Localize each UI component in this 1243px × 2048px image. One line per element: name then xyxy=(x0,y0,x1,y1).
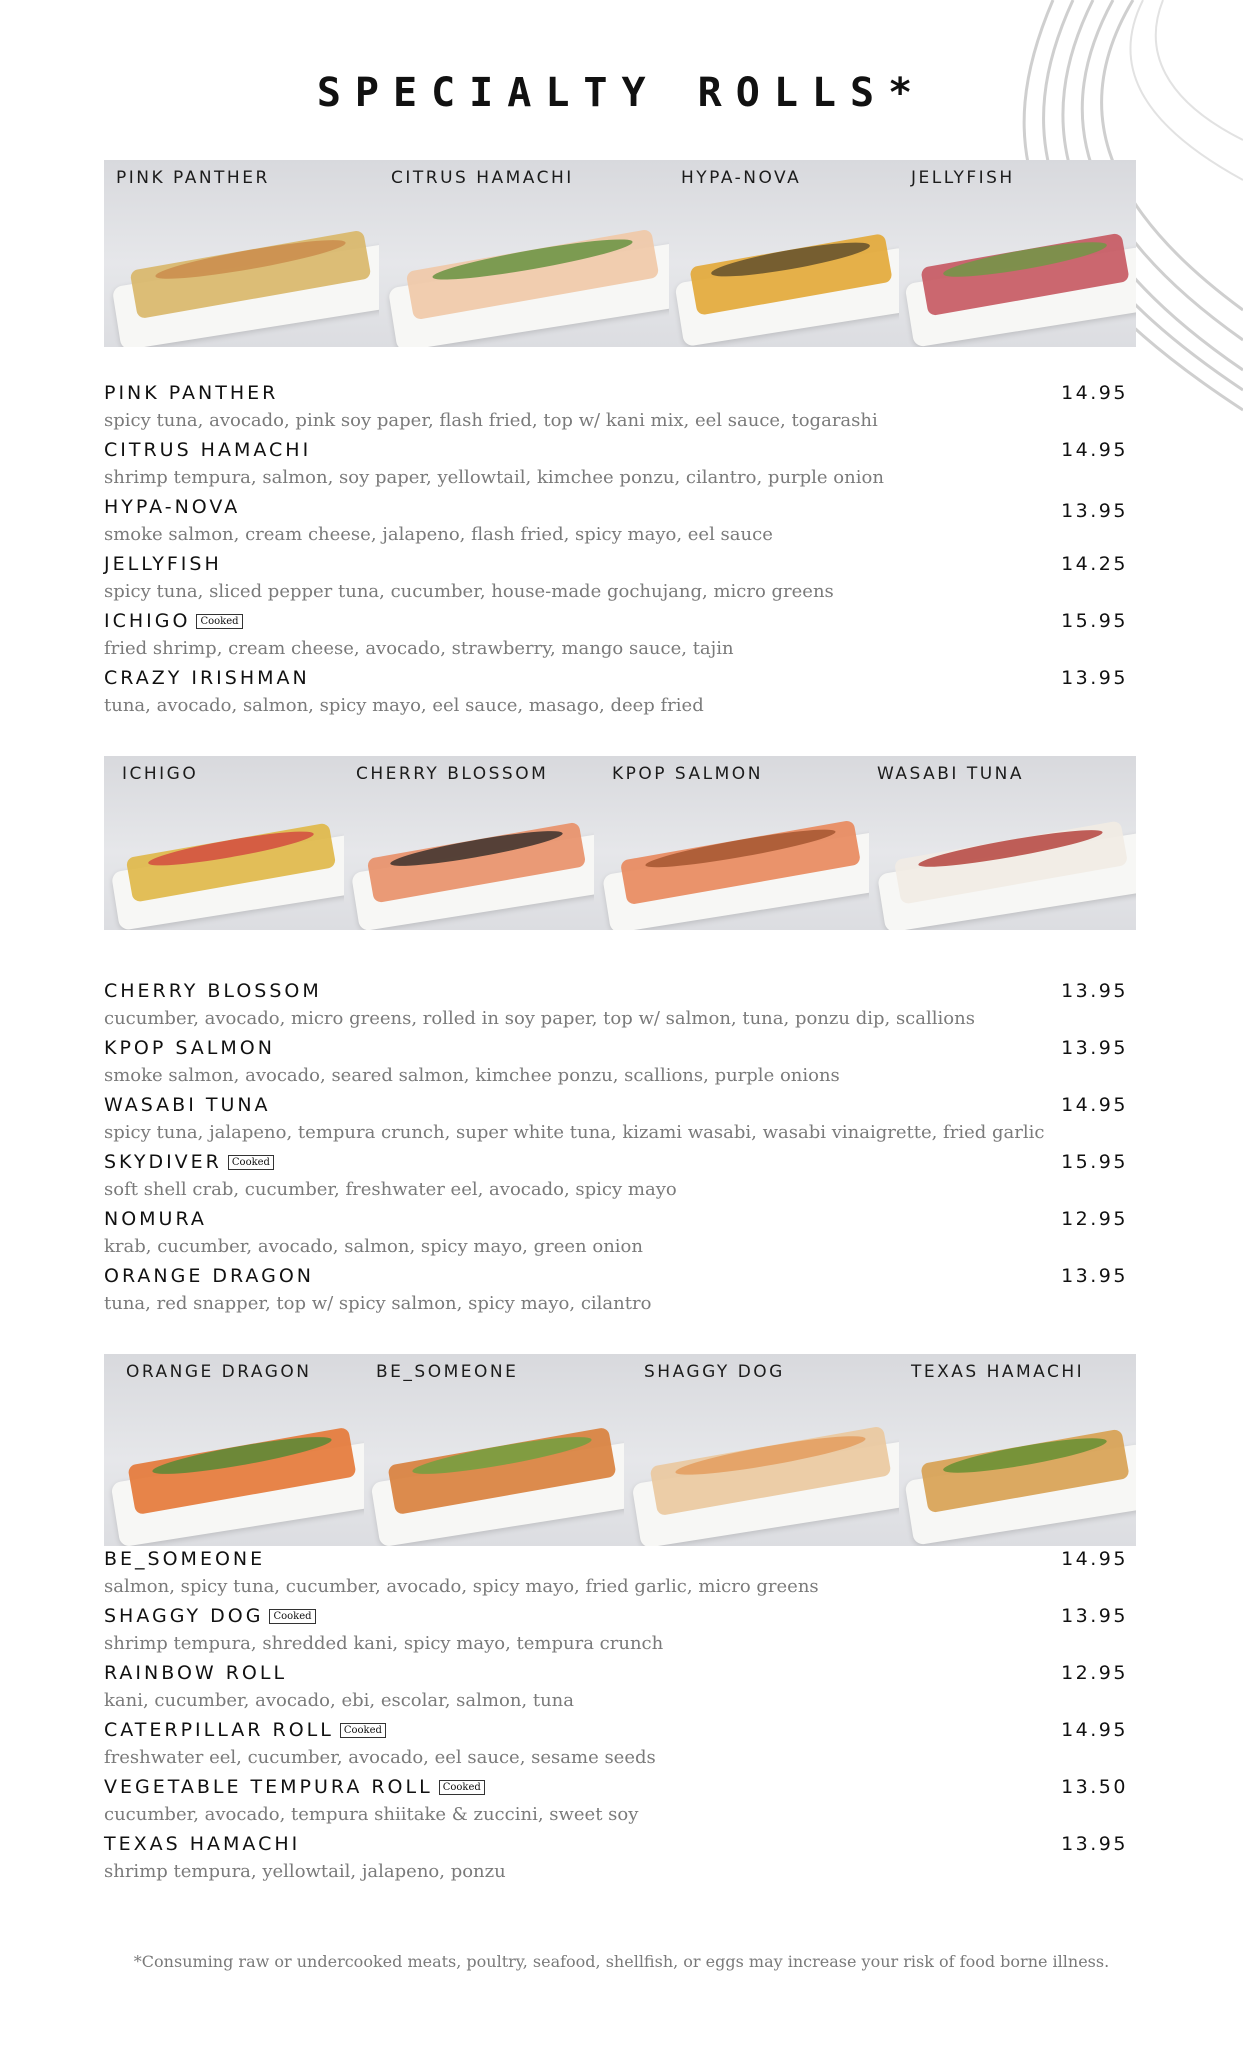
item-name: SHAGGY DOG Cooked xyxy=(104,1605,316,1627)
roll-photo xyxy=(344,756,594,930)
photo-label: CHERRY BLOSSOM xyxy=(356,764,549,784)
item-description: spicy tuna, avocado, pink soy paper, flash fried, top w/ kani mix, eel sauce, togarashi xyxy=(104,410,878,431)
item-name: ORANGE DRAGON xyxy=(104,1265,314,1287)
item-name: CITRUS HAMACHI xyxy=(104,439,312,461)
item-description: kani, cucumber, avocado, ebi, escolar, salmon, tuna xyxy=(104,1690,575,1711)
menu-item xyxy=(104,1662,1134,1719)
photo-strip xyxy=(104,160,1136,347)
cooked-badge: Cooked xyxy=(340,1723,386,1738)
item-description: spicy tuna, jalapeno, tempura crunch, super white tuna, kizami wasabi, wasabi vinaigrette, fried garlic xyxy=(104,1122,1045,1143)
photo-label: WASABI TUNA xyxy=(877,764,1024,784)
menu-item xyxy=(104,1151,1134,1208)
roll-photo xyxy=(364,1354,624,1546)
item-description: krab, cucumber, avocado, salmon, spicy mayo, green onion xyxy=(104,1236,643,1257)
roll-photo xyxy=(104,160,379,347)
item-name: SKYDIVER Cooked xyxy=(104,1151,274,1173)
photo-label: KPOP SALMON xyxy=(612,764,763,784)
item-description: shrimp tempura, salmon, soy paper, yellowtail, kimchee ponzu, cilantro, purple onion xyxy=(104,467,884,488)
roll-photo xyxy=(594,756,869,930)
cooked-badge: Cooked xyxy=(439,1780,485,1795)
photo-label: BE_SOMEONE xyxy=(376,1362,519,1382)
item-price: 14.95 xyxy=(1061,1719,1128,1741)
roll-photo xyxy=(104,1354,364,1546)
menu-item xyxy=(104,1037,1134,1094)
roll-photo xyxy=(104,756,344,930)
menu-section xyxy=(104,1548,1134,1890)
item-description: freshwater eel, cucumber, avocado, eel sauce, sesame seeds xyxy=(104,1747,656,1768)
menu-section xyxy=(104,382,1134,724)
item-description: soft shell crab, cucumber, freshwater eel, avocado, spicy mayo xyxy=(104,1179,677,1200)
item-price: 14.95 xyxy=(1061,1094,1128,1116)
item-price: 13.95 xyxy=(1061,1265,1128,1287)
item-name: CATERPILLAR ROLL Cooked xyxy=(104,1719,386,1741)
roll-photo xyxy=(899,160,1136,347)
item-description: shrimp tempura, yellowtail, jalapeno, ponzu xyxy=(104,1861,506,1882)
photo-label: PINK PANTHER xyxy=(116,168,270,188)
roll-photo xyxy=(624,1354,899,1546)
photo-label: SHAGGY DOG xyxy=(644,1362,785,1382)
item-name: TEXAS HAMACHI xyxy=(104,1833,301,1855)
cooked-badge: Cooked xyxy=(228,1155,274,1170)
menu-item xyxy=(104,439,1134,496)
item-price: 15.95 xyxy=(1061,1151,1128,1173)
item-price: 14.95 xyxy=(1061,439,1128,461)
photo-label: TEXAS HAMACHI xyxy=(911,1362,1085,1382)
cooked-badge: Cooked xyxy=(269,1609,315,1624)
item-description: shrimp tempura, shredded kani, spicy mayo, tempura crunch xyxy=(104,1633,664,1654)
item-name: BE_SOMEONE xyxy=(104,1548,266,1570)
item-description: salmon, spicy tuna, cucumber, avocado, spicy mayo, fried garlic, micro greens xyxy=(104,1576,819,1597)
item-name: RAINBOW ROLL xyxy=(104,1662,288,1684)
item-price: 15.95 xyxy=(1061,610,1128,632)
menu-item xyxy=(104,1605,1134,1662)
menu-item xyxy=(104,1776,1134,1833)
roll-photo xyxy=(899,1354,1136,1546)
item-name: NOMURA xyxy=(104,1208,207,1230)
item-description: spicy tuna, sliced pepper tuna, cucumber, house-made gochujang, micro greens xyxy=(104,581,834,602)
menu-item xyxy=(104,980,1134,1037)
item-name: WASABI TUNA xyxy=(104,1094,271,1116)
menu-item xyxy=(104,1265,1134,1322)
menu-item xyxy=(104,1094,1134,1151)
item-description: tuna, red snapper, top w/ spicy salmon, spicy mayo, cilantro xyxy=(104,1293,652,1314)
item-name: CHERRY BLOSSOM xyxy=(104,980,322,1002)
roll-photo xyxy=(669,160,899,347)
item-description: smoke salmon, cream cheese, jalapeno, flash fried, spicy mayo, eel sauce xyxy=(104,524,773,545)
photo-label: CITRUS HAMACHI xyxy=(391,168,574,188)
item-description: cucumber, avocado, tempura shiitake & zuccini, sweet soy xyxy=(104,1804,639,1825)
item-price: 14.95 xyxy=(1061,1548,1128,1570)
menu-item xyxy=(104,1548,1134,1605)
photo-label: ICHIGO xyxy=(122,764,199,784)
menu-item xyxy=(104,1208,1134,1265)
menu-item xyxy=(104,382,1134,439)
item-price: 13.95 xyxy=(1061,1605,1128,1627)
menu-item xyxy=(104,1719,1134,1776)
menu-section xyxy=(104,980,1134,1322)
menu-item xyxy=(104,667,1134,724)
roll-photo xyxy=(379,160,669,347)
item-name: VEGETABLE TEMPURA ROLL Cooked xyxy=(104,1776,485,1798)
photo-label: HYPA-NOVA xyxy=(681,168,802,188)
menu-item xyxy=(104,496,1134,553)
photo-label: JELLYFISH xyxy=(911,168,1015,188)
item-description: smoke salmon, avocado, seared salmon, kimchee ponzu, scallions, purple onions xyxy=(104,1065,840,1086)
item-price: 12.95 xyxy=(1061,1208,1128,1230)
item-name: CRAZY IRISHMAN xyxy=(104,667,310,689)
item-description: fried shrimp, cream cheese, avocado, strawberry, mango sauce, tajin xyxy=(104,638,734,659)
item-price: 13.95 xyxy=(1061,980,1128,1002)
item-name: KPOP SALMON xyxy=(104,1037,275,1059)
item-price: 13.95 xyxy=(1061,1833,1128,1855)
item-price: 13.50 xyxy=(1061,1776,1128,1798)
item-name: HYPA-NOVA xyxy=(104,496,241,518)
item-description: tuna, avocado, salmon, spicy mayo, eel sauce, masago, deep fried xyxy=(104,695,704,716)
photo-label: ORANGE DRAGON xyxy=(126,1362,312,1382)
item-price: 13.95 xyxy=(1061,1037,1128,1059)
item-price: 13.95 xyxy=(1061,500,1128,522)
item-price: 14.95 xyxy=(1061,382,1128,404)
roll-photo xyxy=(869,756,1136,930)
menu-item xyxy=(104,553,1134,610)
item-price: 12.95 xyxy=(1061,1662,1128,1684)
item-name: JELLYFISH xyxy=(104,553,222,575)
item-price: 14.25 xyxy=(1061,553,1128,575)
menu-item xyxy=(104,610,1134,667)
cooked-badge: Cooked xyxy=(196,614,242,629)
item-name: PINK PANTHER xyxy=(104,382,279,404)
item-description: cucumber, avocado, micro greens, rolled in soy paper, top w/ salmon, tuna, ponzu dip, scallions xyxy=(104,1008,975,1029)
item-name: ICHIGO Cooked xyxy=(104,610,243,632)
photo-strip xyxy=(104,756,1136,930)
menu-item xyxy=(104,1833,1134,1890)
disclaimer-footnote: *Consuming raw or undercooked meats, poultry, seafood, shellfish, or eggs may increase your risk of food borne illness. xyxy=(133,1952,1110,1971)
page-title: SPECIALTY ROLLS* xyxy=(316,70,927,116)
photo-strip xyxy=(104,1354,1136,1546)
item-price: 13.95 xyxy=(1061,667,1128,689)
